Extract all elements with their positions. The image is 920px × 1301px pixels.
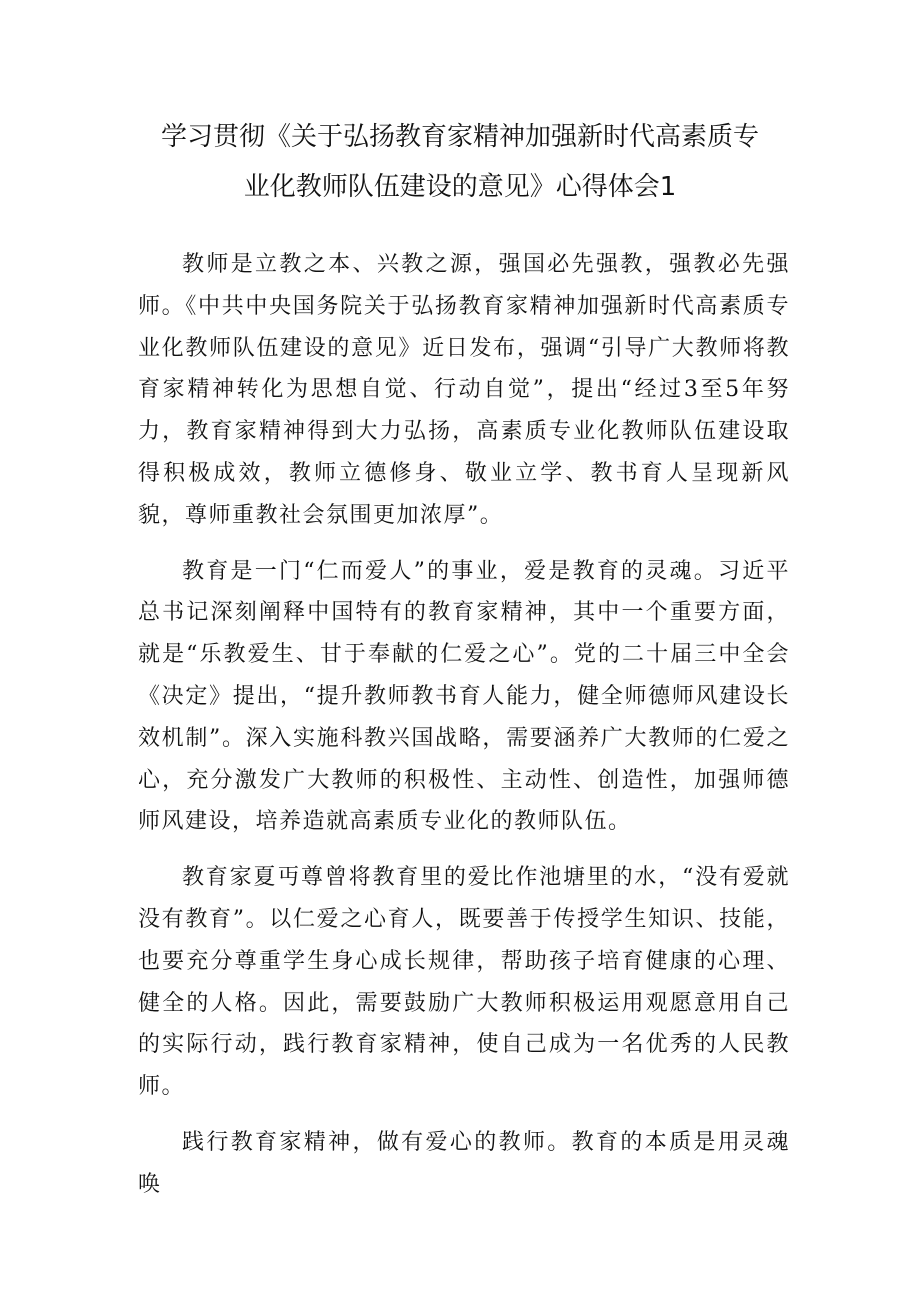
document-title-line-2: 业化教师队伍建设的意见》心得体会1 <box>243 172 677 202</box>
paragraph-1: 教师是立教之本、兴教之源，强国必先强教，强教必先强师。《中共中央国务院关于弘扬教育家精神加强新时代高素质专业化教师队伍建设的意见》近日发布，强调“引导广大教师将教育家精神转化为思想自觉、行动自觉”，提出“经过3至5年努力，教育家精神得到大力弘扬，高素质专业化教师队伍建设取得积极成效，教师立德修身、敬业立学、教书育人呈现新风貌，尊师重教社会氛围更加浓厚”。 <box>138 252 790 528</box>
document-title <box>140 112 780 212</box>
document-title-line-1: 学习贯彻《关于弘扬教育家精神加强新时代高素质专 <box>160 122 759 152</box>
paragraph-4: 践行教育家精神，做有爱心的教师。教育的本质是用灵魂唤 <box>138 1129 790 1197</box>
paragraph-2: 教育是一门“仁而爱人”的事业，爱是教育的灵魂。习近平总书记深刻阐释中国特有的教育家精神，其中一个重要方面，就是“乐教爱生、甘于奉献的仁爱之心”。党的二十届三中全会《决定》提出，“提升教师教书育人能力，健全师德师风建设长效机制”。深入实施科教兴国战略，需要涵养广大教师的仁爱之心，充分激发广大教师的积极性、主动性、创造性，加强师德师风建设，培养造就高素质专业化的教师队伍。 <box>138 558 790 835</box>
paragraph-3: 教育家夏丏尊曾将教育里的爱比作池塘里的水，“没有爱就没有教育”。以仁爱之心育人，既要善于传授学生知识、技能，也要充分尊重学生身心成长规律，帮助孩子培育健康的心理、健全的人格。因此，需要鼓励广大教师积极运用观愿意用自己的实际行动，践行教育家精神，使自己成为一名优秀的人民教师。 <box>138 865 790 1100</box>
document-body <box>138 244 790 1220</box>
